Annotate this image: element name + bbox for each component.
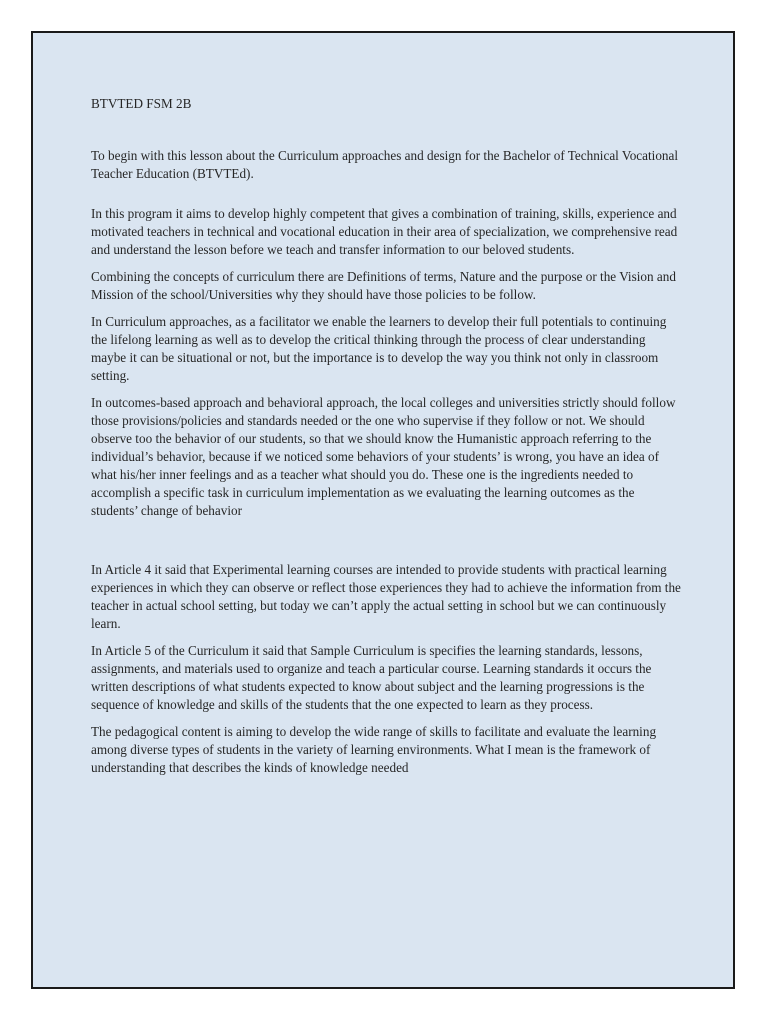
paragraph-article-4: In Article 4 it said that Experimental learning courses are intended to provide students with practical learning experiences in which they can observe or reflect those experiences they had to achieve the information from the teacher in actual school setting, but today we can’t apply the actual setting in school but we can continuously learn. — [91, 562, 681, 631]
paragraph-program: In this program it aims to develop highly competent that gives a combination of training, skills, experience and motivated teachers in technical and vocational education in their area of specialization, we comprehensive read and understand the lesson before we teach and transfer information to our beloved students. — [91, 206, 678, 257]
document-page — [31, 31, 735, 989]
paragraph-outcomes: In outcomes-based approach and behavioral approach, the local colleges and universities strictly should follow those provisions/policies and standards needed or the one who supervise if they follow or not. We should observe too the behavior of our students, so that we should know the Humanistic approach referring to the individual’s behavior, because if we noticed some behaviors of your students’ is wrong, you have an idea of what his/her inner feelings and as a teacher what should you do. These one is the ingredients needed to accomplish a specific task in curriculum implementation as we evaluating the learning outcomes as the students’ change of behavior — [91, 395, 676, 518]
document-heading: BTVTED FSM 2B — [91, 96, 192, 111]
document-body — [91, 95, 681, 786]
paragraph-pedagogical: The pedagogical content is aiming to develop the wide range of skills to facilitate and evaluate the learning among diverse types of students in the variety of learning environments. What I mean is the framework of understanding that describes the kinds of knowledge needed — [91, 724, 657, 775]
paragraph-concepts: Combining the concepts of curriculum there are Definitions of terms, Nature and the purpose or the Vision and Mission of the school/Universities why they should have those policies to be follow. — [91, 269, 676, 302]
paragraph-intro: To begin with this lesson about the Curriculum approaches and design for the Bachelor of Technical Vocational Teacher Education (BTVTEd). — [91, 148, 679, 181]
paragraph-approaches: In Curriculum approaches, as a facilitator we enable the learners to develop their full potentials to continuing the lifelong learning as well as to develop the critical thinking through the process of clear understanding maybe it can be situational or not, but the importance is to develop the way you think not only in classroom setting. — [91, 314, 667, 383]
paragraph-article-5: In Article 5 of the Curriculum it said that Sample Curriculum is specifies the learning standards, lessons, assignments, and materials used to organize and teach a particular course. Learning standards it occurs the written descriptions of what students expected to know about subject and the learning progressions is the sequence of knowledge and skills of the students that the one expected to learn as they process. — [91, 643, 652, 712]
